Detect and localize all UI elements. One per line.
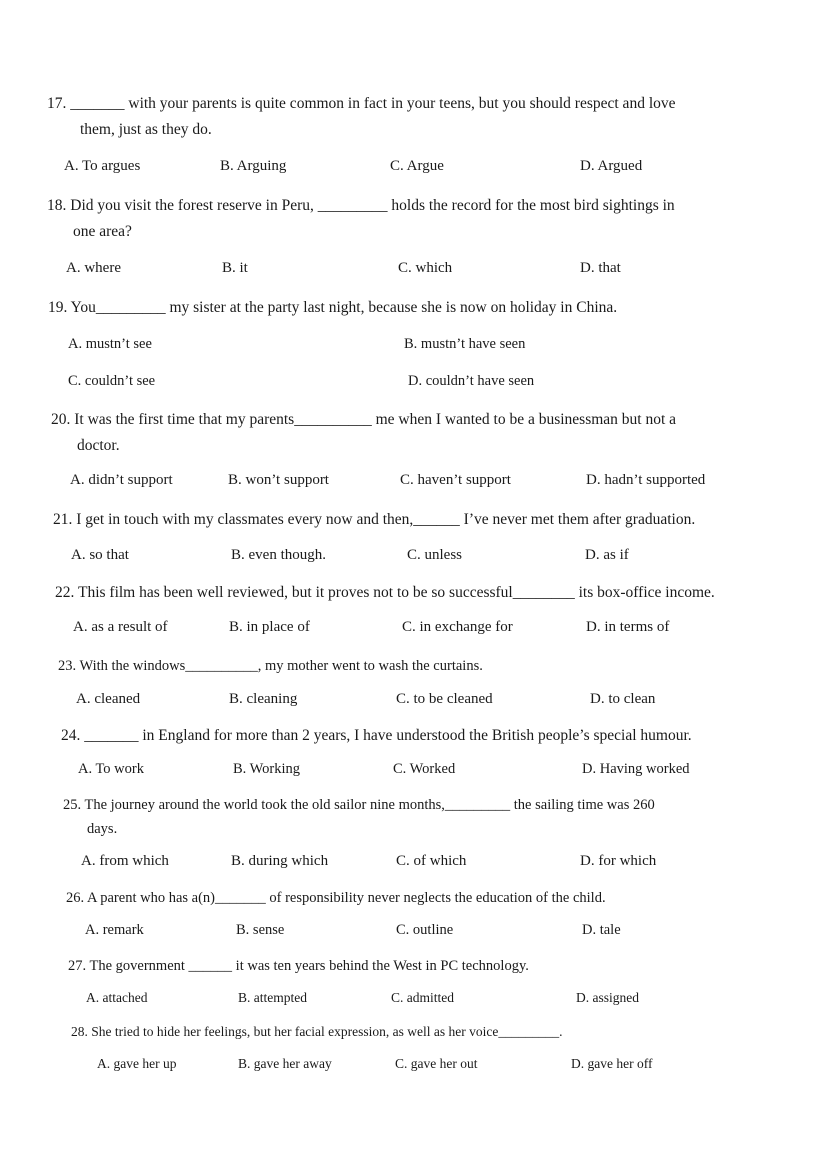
question-19-option-a: A. mustn’t see — [68, 336, 152, 352]
question-21-option-b: B. even though. — [231, 547, 326, 563]
question-21-option-d: D. as if — [585, 547, 629, 563]
question-26-option-b: B. sense — [236, 922, 285, 938]
question-18-option-d: D. that — [580, 260, 621, 276]
question-22-option-b: B. in place of — [229, 619, 310, 635]
question-19-option-c: C. couldn’t see — [68, 373, 156, 389]
question-27-line1: 27. The government ______ it was ten years behind the West in PC technology. — [68, 958, 529, 974]
question-21-line1: 21. I get in touch with my classmates every now and then,______ I’ve never met them after graduation. — [53, 511, 696, 528]
question-26-option-d: D. tale — [582, 922, 621, 938]
question-18-option-a: A. where — [66, 260, 121, 276]
question-20-option-b: B. won’t support — [228, 472, 329, 488]
question-25-option-c: C. of which — [396, 853, 467, 869]
question-27-option-a: A. attached — [86, 990, 148, 1005]
question-28-option-c: C. gave her out — [395, 1056, 478, 1071]
question-25-option-d: D. for which — [580, 853, 657, 869]
question-23-option-d: D. to clean — [590, 691, 656, 707]
question-28-option-b: B. gave her away — [238, 1056, 332, 1071]
question-18-option-b: B. it — [222, 260, 248, 276]
question-25-option-b: B. during which — [231, 853, 329, 869]
question-18-line1: 18. Did you visit the forest reserve in Peru, _________ holds the record for the most bird sightings in — [47, 197, 675, 214]
question-24-option-c: C. Worked — [393, 761, 456, 777]
question-27-option-c: C. admitted — [391, 990, 454, 1005]
question-20-option-d: D. hadn’t supported — [586, 472, 706, 488]
question-20-line2: doctor. — [77, 437, 120, 454]
question-17-option-a: A. To argues — [64, 158, 141, 174]
question-28-line1: 28. She tried to hide her feelings, but her facial expression, as well as her voice_________. — [71, 1024, 563, 1039]
question-24-option-d: D. Having worked — [582, 761, 690, 777]
question-25-line2: days. — [87, 821, 118, 837]
question-25-option-a: A. from which — [81, 853, 169, 869]
question-27-option-b: B. attempted — [238, 990, 307, 1005]
question-22-line1: 22. This film has been well reviewed, but it proves not to be so successful________ its box-office income. — [55, 584, 715, 601]
question-26-option-c: C. outline — [396, 922, 454, 938]
question-22-option-c: C. in exchange for — [402, 619, 513, 635]
question-27-option-d: D. assigned — [576, 990, 639, 1005]
question-23-option-c: C. to be cleaned — [396, 691, 493, 707]
question-17-option-d: D. Argued — [580, 158, 643, 174]
question-21-option-c: C. unless — [407, 547, 463, 563]
question-28-option-d: D. gave her off — [571, 1056, 653, 1071]
question-22-option-d: D. in terms of — [586, 619, 670, 635]
question-22-option-a: A. as a result of — [73, 619, 168, 635]
question-21-option-a: A. so that — [71, 547, 129, 563]
question-20-option-c: C. haven’t support — [400, 472, 511, 488]
question-20-line1: 20. It was the first time that my parents__________ me when I wanted to be a businessman but not a — [51, 411, 677, 428]
question-20-option-a: A. didn’t support — [70, 472, 173, 488]
question-18-option-c: C. which — [398, 260, 453, 276]
question-23-option-b: B. cleaning — [229, 691, 298, 707]
question-24-option-a: A. To work — [78, 761, 144, 777]
question-28-option-a: A. gave her up — [97, 1056, 177, 1071]
question-19-line1: 19. You_________ my sister at the party last night, because she is now on holiday in China. — [48, 299, 618, 316]
question-26-line1: 26. A parent who has a(n)_______ of responsibility never neglects the education of the child. — [66, 890, 606, 906]
question-25-line1: 25. The journey around the world took the old sailor nine months,_________ the sailing time was 260 — [63, 797, 655, 813]
question-17-line1: 17. _______ with your parents is quite common in fact in your teens, but you should respect and love — [47, 95, 676, 112]
question-17-line2: them, just as they do. — [80, 121, 212, 138]
question-18-line2: one area? — [73, 223, 132, 240]
question-17-option-c: C. Argue — [390, 158, 444, 174]
question-19-option-b: B. mustn’t have seen — [404, 336, 526, 352]
question-17-option-b: B. Arguing — [220, 158, 287, 174]
question-24-option-b: B. Working — [233, 761, 301, 777]
question-23-option-a: A. cleaned — [76, 691, 141, 707]
question-19-option-d: D. couldn’t have seen — [408, 373, 535, 389]
question-23-line1: 23. With the windows__________, my mother went to wash the curtains. — [58, 658, 483, 674]
question-26-option-a: A. remark — [85, 922, 144, 938]
question-24-line1: 24. _______ in England for more than 2 years, I have understood the British people’s special humour. — [61, 727, 692, 744]
